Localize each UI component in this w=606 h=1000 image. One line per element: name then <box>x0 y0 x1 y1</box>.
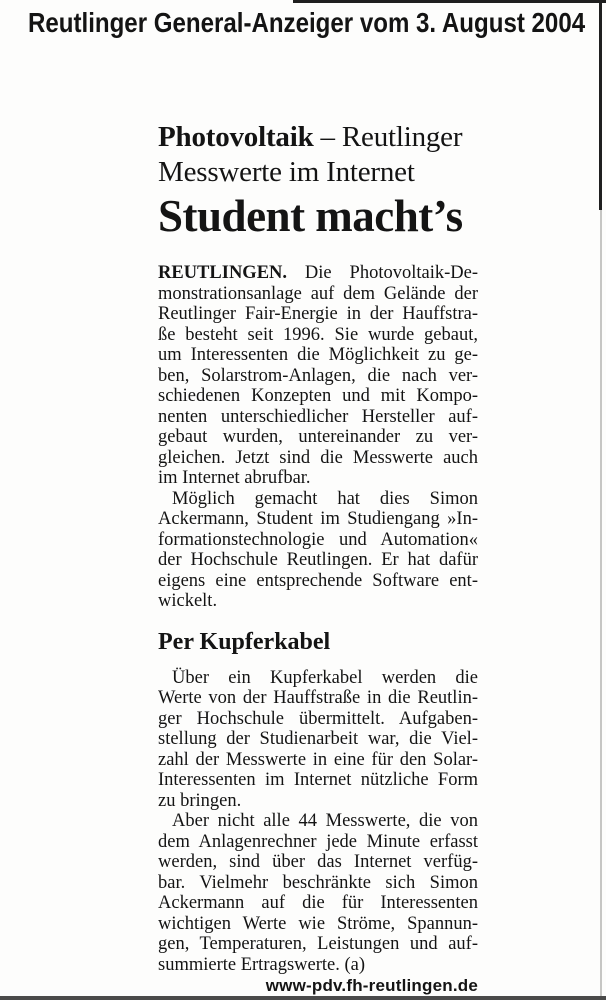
body-line: Reutlinger Fair-Energie in der Hauffstra- <box>158 304 478 324</box>
body-line: gebaut wurden, untereinander zu ver- <box>158 427 478 447</box>
body-line: Interessenten im Internet nützliche Form <box>158 770 478 790</box>
body-line: der Hochschule Reutlingen. Er hat dafür <box>158 550 478 570</box>
article <box>158 120 478 996</box>
article-headline: Student macht’s <box>158 191 463 241</box>
newspaper-masthead: Reutlinger General-Anzeiger vom 3. August 2004 <box>28 7 586 38</box>
body-line: wichtigen Werte wie Ströme, Spannun- <box>158 913 478 934</box>
kicker-rest-text: – Reutlinger <box>313 121 463 153</box>
body-line: ger Hochschule übermittelt. Aufgaben- <box>158 708 478 729</box>
body-line: dem Anlagenrechner jede Minute erfasst <box>158 831 478 852</box>
body-line: werden, sind über das Internet verfüg- <box>158 852 478 872</box>
top-border-line <box>293 0 606 3</box>
body-line: nenten unterschiedlicher Hersteller auf- <box>158 406 478 427</box>
body-line: zahl der Messwerte in eine für den Solar- <box>158 749 478 770</box>
right-border-line-light <box>600 210 602 1000</box>
right-border-line-dark <box>599 0 602 210</box>
body-line: stellung der Studienarbeit war, die Viel- <box>158 729 478 749</box>
kicker-line-2: Messwerte im Internet <box>158 156 415 188</box>
body-line: gleichen. Jetzt sind die Messwerte auch <box>158 447 478 468</box>
article-url: www-pdv.fh-reutlingen.de <box>265 976 478 995</box>
body-line: Möglich gemacht hat dies Simon <box>172 488 478 509</box>
body-line: Ackermann, Student im Studiengang »In- <box>158 509 478 529</box>
body-line: REUTLINGEN. Die Photovoltaik-De- <box>158 263 478 283</box>
body-line: schiedenen Konzepten und mit Kompo- <box>158 386 478 406</box>
body-line: monstrationsanlage auf dem Gelände der <box>158 283 478 304</box>
body-line: wickelt. <box>158 591 218 611</box>
article-body <box>158 263 478 975</box>
bottom-border-line <box>0 996 606 1000</box>
body-line: formationstechnologie und Automation« <box>158 529 478 550</box>
section-subhead: Per Kupferkabel <box>158 628 331 655</box>
body-line: Über ein Kupferkabel werden die <box>172 667 478 688</box>
body-line: Werte von der Hauffstraße in die Reutlin- <box>158 688 478 708</box>
body-line: ben, Solarstrom-Anlagen, die nach ver- <box>158 365 478 386</box>
body-line: eigens eine entsprechende Software ent- <box>158 570 478 591</box>
body-line: Ackermann auf die für Interessenten <box>158 893 478 913</box>
kicker-bold-text: Photovoltaik <box>158 121 314 153</box>
body-line: bar. Vielmehr beschränkte sich Simon <box>158 872 478 893</box>
body-line: gen, Temperaturen, Leistungen und auf- <box>158 934 478 954</box>
body-line: um Interessenten die Möglichkeit zu ge- <box>158 345 478 365</box>
article-kicker <box>158 120 478 190</box>
kicker-line-1 <box>158 120 478 155</box>
body-line: summierte Ertragswerte. (a) <box>158 954 366 975</box>
body-line: im Internet abrufbar. <box>158 468 311 488</box>
body-line: zu bringen. <box>158 790 242 811</box>
body-line: ße besteht seit 1996. Sie wurde gebaut, <box>158 324 478 345</box>
body-line: Aber nicht alle 44 Messwerte, die von <box>172 811 478 831</box>
